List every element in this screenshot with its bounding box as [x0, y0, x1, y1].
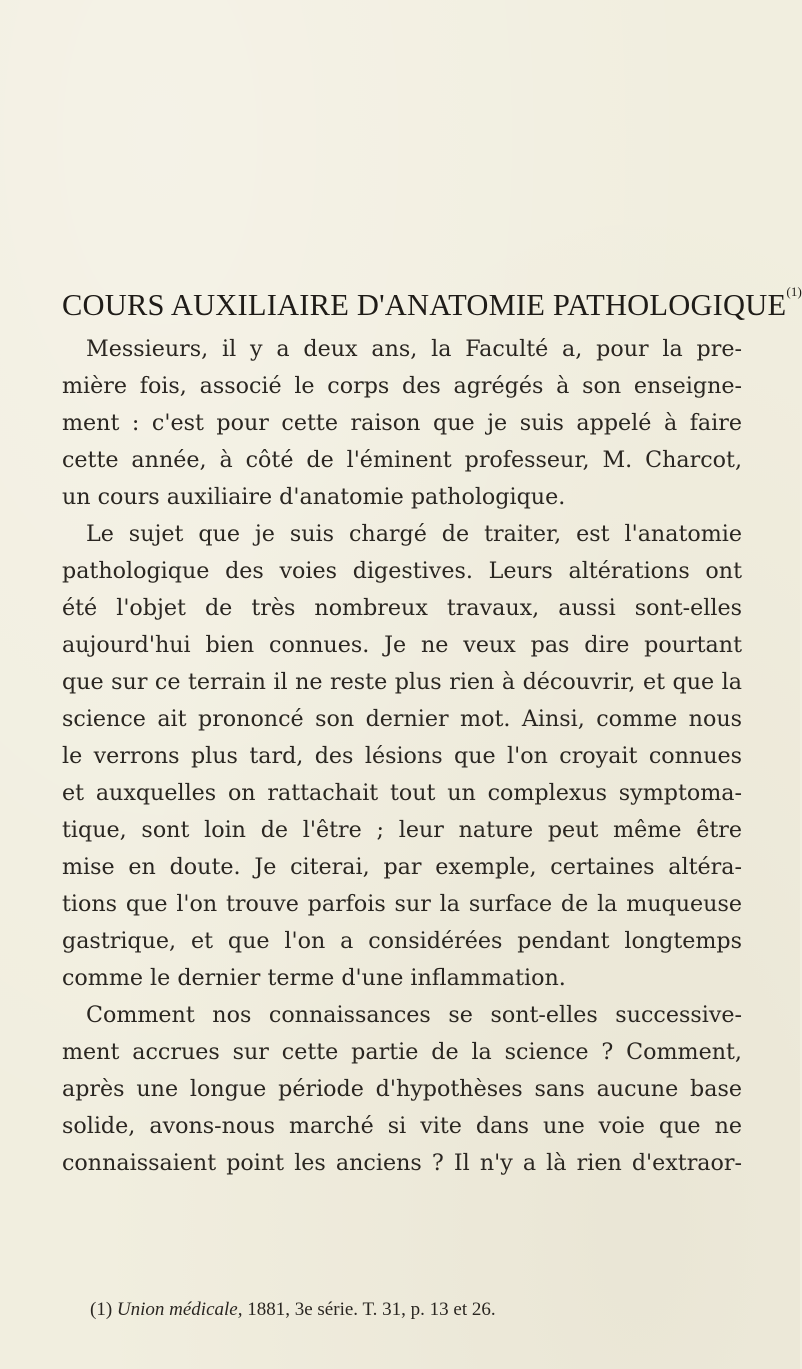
text-line: Le sujet que je suis chargé de traiter, est l'anatomie: [86, 521, 742, 547]
text-line: science ait prononcé son dernier mot. Ainsi, comme nous: [62, 706, 742, 732]
text-line: que sur ce terrain il ne reste plus rien à découvrir, et que la: [62, 669, 742, 695]
text-line: Messieurs, il y a deux ans, la Faculté a, pour la pre-: [86, 336, 742, 362]
text-line: cette année, à côté de l'éminent professeur, M. Charcot,: [62, 447, 742, 473]
text-line: tique, sont loin de l'être ; leur nature peut même être: [62, 817, 742, 843]
text-line: été l'objet de très nombreux travaux, aussi sont-elles: [62, 595, 742, 621]
text-line: Comment nos connaissances se sont-elles successive-: [86, 1002, 742, 1028]
text-line: après une longue période d'hypothèses sans aucune base: [62, 1076, 742, 1102]
text-line: solide, avons-nous marché si vite dans une voie que ne: [62, 1113, 742, 1139]
footnote-journal: Union médicale,: [116, 1299, 243, 1320]
text-line: aujourd'hui bien connues. Je ne veux pas dire pourtant: [62, 632, 742, 658]
text-line: et auxquelles on rattachait tout un complexus symptoma-: [62, 780, 742, 806]
text-line: tions que l'on trouve parfois sur la surface de la muqueuse: [62, 891, 742, 917]
text-line: mise en doute. Je citerai, par exemple, certaines altéra-: [62, 854, 742, 880]
text-line: ment : c'est pour cette raison que je suis appelé à faire: [62, 410, 742, 436]
text-line: comme le dernier terme d'une inflammation.: [62, 965, 566, 991]
chapter-heading: [62, 284, 802, 323]
text-line: pathologique des voies digestives. Leurs altérations ont: [62, 558, 742, 584]
footnote: [90, 1299, 496, 1321]
heading-footnote-marker: (1): [786, 284, 802, 299]
footnote-marker: (1): [90, 1299, 113, 1320]
text-line: mière fois, associé le corps des agrégés à son enseigne-: [62, 373, 742, 399]
text-line: un cours auxiliaire d'anatomie pathologique.: [62, 484, 566, 510]
footnote-details: 1881, 3e série. T. 31, p. 13 et 26.: [247, 1299, 496, 1320]
text-line: connaissaient point les anciens ? Il n'y a là rien d'extraor-: [62, 1150, 742, 1176]
text-line: le verrons plus tard, des lésions que l'on croyait connues: [62, 743, 742, 769]
chapter-title: COURS AUXILIAIRE D'ANATOMIE PATHOLOGIQUE: [62, 288, 787, 322]
body-text: [62, 331, 742, 1182]
text-line: ment accrues sur cette partie de la science ? Comment,: [62, 1039, 742, 1065]
text-line: gastrique, et que l'on a considérées pendant longtemps: [62, 928, 742, 954]
